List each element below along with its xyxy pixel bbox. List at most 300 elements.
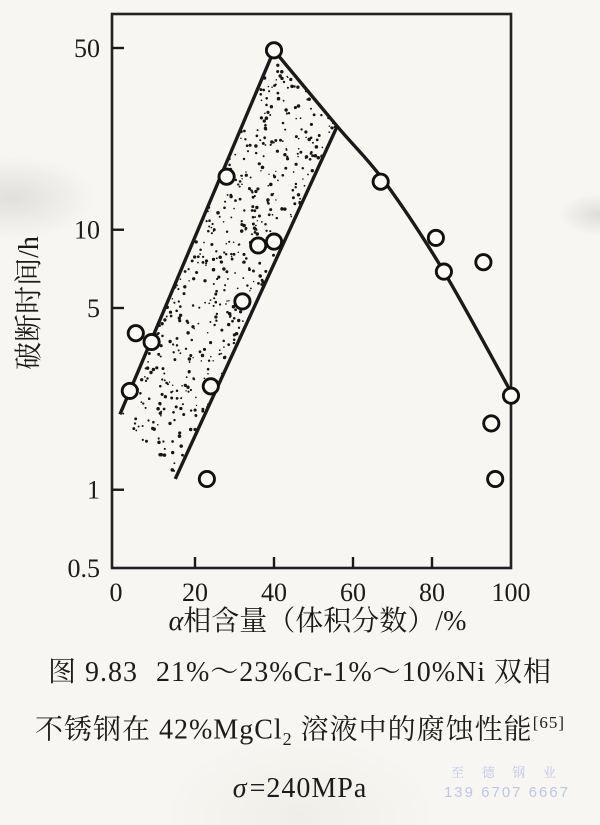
stipple-dot xyxy=(218,353,220,355)
stipple-dot xyxy=(216,257,218,259)
stipple-dot xyxy=(180,352,182,354)
stipple-dot xyxy=(223,221,225,223)
stipple-dot xyxy=(268,213,271,216)
stipple-dot xyxy=(240,229,243,232)
stipple-dot xyxy=(158,402,161,405)
stipple-dot xyxy=(307,174,309,176)
stipple-dot xyxy=(132,427,135,430)
stipple-dot xyxy=(292,189,295,192)
stipple-dot xyxy=(157,353,160,356)
stipple-dot xyxy=(310,123,313,126)
stipple-dot xyxy=(162,440,164,442)
stipple-dot xyxy=(157,441,160,444)
stipple-dot xyxy=(164,448,166,450)
stipple-dot xyxy=(305,137,307,139)
stipple-dot xyxy=(182,413,185,416)
stipple-dot xyxy=(162,367,165,370)
stipple-dot xyxy=(307,97,310,100)
stipple-dot xyxy=(207,230,210,233)
stipple-dot xyxy=(287,87,289,89)
stipple-dot xyxy=(302,178,304,180)
stipple-dot xyxy=(219,349,221,351)
stipple-dot xyxy=(252,216,255,219)
stipple-dot xyxy=(223,289,225,291)
stipple-dot xyxy=(192,326,194,328)
stipple-dot xyxy=(277,97,281,101)
stipple-dot xyxy=(210,243,213,246)
caption-line3: σ=240MPa xyxy=(232,772,368,804)
stipple-dot xyxy=(240,138,241,139)
stipple-dot xyxy=(179,314,182,317)
stipple-dot xyxy=(276,217,278,219)
stipple-dot xyxy=(275,171,276,172)
stipple-dot xyxy=(258,162,261,165)
stipple-dot xyxy=(223,251,225,253)
stipple-dot xyxy=(240,175,242,177)
stipple-dot xyxy=(144,376,146,378)
stipple-dot xyxy=(176,397,179,400)
stipple-dot xyxy=(299,198,301,200)
stipple-dot xyxy=(266,198,269,201)
stipple-dot xyxy=(314,154,318,158)
stipple-dot xyxy=(166,316,168,318)
x-tick-label: 100 xyxy=(491,578,531,607)
y-axis-label: 破断时间/h xyxy=(14,236,45,370)
stipple-dot xyxy=(226,243,228,245)
stipple-dot xyxy=(230,216,232,218)
stipple-dot xyxy=(227,278,229,280)
stipple-dot xyxy=(276,79,278,81)
stipple-dot xyxy=(310,108,312,110)
stipple-dot xyxy=(189,428,192,431)
stipple-dot xyxy=(315,145,319,149)
stipple-dot xyxy=(207,332,209,334)
stipple-dot xyxy=(255,225,257,227)
tick-marks xyxy=(112,48,432,568)
stipple-dot xyxy=(289,78,292,81)
stipple-dot xyxy=(163,318,166,321)
stipple-dot xyxy=(234,199,237,202)
stipple-dot xyxy=(231,256,233,258)
data-point xyxy=(266,234,281,249)
stipple-dot xyxy=(275,83,277,85)
stipple-dot xyxy=(179,444,182,447)
stipple-dot xyxy=(173,358,176,361)
stipple-dot xyxy=(134,422,136,424)
stipple-dot xyxy=(229,316,231,318)
stipple-dot xyxy=(178,431,181,434)
stipple-dot xyxy=(210,356,212,358)
stipple-dot xyxy=(175,309,178,312)
stipple-dot xyxy=(148,352,151,355)
stipple-dot xyxy=(170,315,173,318)
stipple-dot xyxy=(202,256,204,258)
y-tick-label: 0.5 xyxy=(67,554,100,583)
stipple-dot xyxy=(285,149,287,151)
stipple-dot xyxy=(253,226,256,229)
stipple-dot xyxy=(265,116,269,120)
data-point xyxy=(251,238,266,253)
stipple-dot xyxy=(254,216,256,218)
stipple-dot xyxy=(122,413,124,415)
stipple-dot xyxy=(173,419,175,421)
stipple-dot xyxy=(181,454,184,457)
stipple-dot xyxy=(195,397,197,399)
stipple-dot xyxy=(161,335,164,338)
y-tick-label: 10 xyxy=(74,215,100,245)
stipple-dot xyxy=(274,139,277,142)
stipple-dot xyxy=(239,186,241,188)
stipple-dot xyxy=(160,411,162,413)
stipple-dot xyxy=(210,299,212,301)
data-point xyxy=(203,379,218,394)
stipple-dot xyxy=(163,453,167,457)
stipple-dot xyxy=(330,126,333,129)
stipple-dot xyxy=(283,100,285,102)
stipple-dot xyxy=(313,113,316,116)
stipple-dot xyxy=(297,193,300,196)
stipple-dot xyxy=(214,301,217,304)
stipple-dot xyxy=(187,391,189,393)
caption-title: 21%～23%Cr-1%～10%Ni 双相 xyxy=(155,657,553,688)
stipple-dot xyxy=(310,152,312,154)
stipple-dot xyxy=(165,382,168,385)
stipple-dot xyxy=(228,164,231,167)
stipple-dot xyxy=(237,319,240,322)
stipple-dot xyxy=(266,111,269,114)
stipple-dot xyxy=(224,284,226,286)
stipple-dot xyxy=(242,260,245,263)
stipple-dot xyxy=(286,76,288,78)
stipple-dot xyxy=(196,405,197,406)
stipple-dot xyxy=(259,139,261,141)
stipple-dot xyxy=(168,422,171,425)
stipple-dot xyxy=(256,135,259,138)
stipple-dot xyxy=(201,408,204,411)
stipple-dot xyxy=(216,211,220,215)
y-tick-label: 5 xyxy=(87,294,100,323)
stipple-dot xyxy=(256,229,257,230)
stipple-dot xyxy=(160,355,162,357)
stipple-dot xyxy=(173,302,175,304)
stipple-dot xyxy=(197,255,200,258)
stipple-dot xyxy=(270,193,273,196)
x-tick-label: 80 xyxy=(419,578,445,607)
stipple-dot xyxy=(184,384,187,387)
stipple-dot xyxy=(233,242,235,244)
stipple-dot xyxy=(270,144,272,146)
band-lower-line xyxy=(175,126,337,479)
stipple-dot xyxy=(212,360,214,362)
stipple-dot xyxy=(157,424,159,426)
stipple-dot xyxy=(299,151,302,154)
y-tick-label: 50 xyxy=(74,34,100,63)
stipple-dot xyxy=(264,112,266,114)
stipple-dot xyxy=(270,105,273,108)
stipple-dot xyxy=(181,385,183,387)
stipple-dot xyxy=(250,287,252,289)
stipple-dot xyxy=(292,196,295,199)
stipple-dot xyxy=(280,207,284,211)
stipple-dot xyxy=(216,313,218,315)
stipple-dot xyxy=(170,391,172,393)
stipple-dot xyxy=(172,384,174,386)
stipple-dot xyxy=(227,343,230,346)
stipple-dot xyxy=(254,231,257,234)
stipple-dot xyxy=(264,270,267,273)
failure-curve xyxy=(274,50,513,395)
stipple-dot xyxy=(259,93,262,96)
stipple-dot xyxy=(234,154,236,156)
stipple-dot xyxy=(234,272,236,274)
stipple-dot xyxy=(252,270,255,273)
stipple-dot xyxy=(242,320,244,322)
stipple-dot xyxy=(204,378,206,380)
stipple-dot xyxy=(219,216,221,218)
stipple-dot xyxy=(329,125,331,127)
stipple-dot xyxy=(286,156,288,158)
stipple-dot xyxy=(268,174,269,175)
stipple-dot xyxy=(264,127,267,130)
stipple-dot xyxy=(243,209,245,211)
data-point xyxy=(128,326,143,341)
stipple-dot xyxy=(243,130,246,133)
stipple-dot xyxy=(201,354,204,357)
stipple-dot xyxy=(295,118,297,120)
stipple-dot xyxy=(140,378,143,381)
stipple-dot xyxy=(226,300,228,302)
stipple-dot xyxy=(233,208,235,210)
stipple-dot xyxy=(178,434,182,438)
stipple-dot xyxy=(168,340,171,343)
stipple-dot xyxy=(237,183,239,185)
stipple-dot xyxy=(192,304,195,307)
stipple-dot xyxy=(214,315,217,318)
stipple-dot xyxy=(188,357,191,360)
stipple-dot xyxy=(250,189,252,191)
stipple-dot xyxy=(148,397,151,400)
stipple-dot xyxy=(183,285,186,288)
stipple-dot xyxy=(142,403,144,405)
stipple-dot xyxy=(281,174,284,177)
stipple-dot xyxy=(239,198,242,201)
stipple-dot xyxy=(240,223,243,226)
stipple-dot xyxy=(263,136,266,139)
stipple-dot xyxy=(263,155,265,157)
stipple-dot xyxy=(328,131,330,133)
stipple-dot xyxy=(209,321,211,323)
data-point xyxy=(428,230,443,245)
stipple-dot xyxy=(171,440,174,443)
stipple-dot xyxy=(179,305,182,308)
stipple-dot xyxy=(254,144,257,147)
stipple-dot xyxy=(160,415,162,417)
stipple-dot xyxy=(135,429,137,431)
stipple-dot xyxy=(294,106,297,109)
stipple-dot xyxy=(288,112,290,114)
stipple-dot xyxy=(253,281,255,283)
data-point xyxy=(266,43,281,58)
stipple-dot xyxy=(279,74,282,77)
stipple-dot xyxy=(228,312,232,316)
stipple-dot xyxy=(186,376,188,378)
stipple-dot xyxy=(245,171,247,173)
data-point xyxy=(503,388,518,403)
stipple-dot xyxy=(302,167,304,169)
stipple-dot xyxy=(203,242,205,244)
stipple-dot xyxy=(194,414,197,417)
stipple-dot xyxy=(249,144,252,147)
stipple-dot xyxy=(241,178,242,179)
stipple-dot xyxy=(262,142,265,145)
stipple-dot xyxy=(242,277,244,279)
stipple-dot xyxy=(233,338,236,341)
stipple-dot xyxy=(222,267,225,270)
stipple-dot xyxy=(198,323,200,325)
stipple-dot xyxy=(175,405,178,408)
stipple-dot xyxy=(283,81,285,83)
stipple-dot xyxy=(233,317,236,320)
stipple-dot xyxy=(269,183,273,187)
stipple-dot xyxy=(269,114,271,116)
reference-65: [65] xyxy=(532,713,566,732)
data-point xyxy=(122,383,137,398)
stipple-dot xyxy=(238,327,240,329)
stipple-dot xyxy=(208,225,210,227)
stipple-dot xyxy=(188,372,190,374)
stipple-dot xyxy=(177,288,179,290)
stipple-dot xyxy=(212,223,214,225)
stipple-dot xyxy=(202,261,205,264)
stipple-dot xyxy=(211,232,213,234)
stipple-dot xyxy=(187,321,190,324)
stipple-dot xyxy=(161,378,163,380)
stipple-dot xyxy=(239,310,242,313)
stipple-dot xyxy=(188,268,190,270)
stipple-dot xyxy=(145,440,148,443)
stipple-dot xyxy=(257,129,259,131)
stipple-dot xyxy=(216,278,218,280)
stipple-dot xyxy=(294,163,297,166)
stipple-dot xyxy=(234,308,237,311)
stipple-dot xyxy=(295,186,297,188)
stipple-dot xyxy=(176,344,178,346)
stipple-dot xyxy=(293,171,295,173)
stipple-dot xyxy=(171,451,174,454)
stipple-dot xyxy=(318,134,321,137)
stipple-dot xyxy=(244,228,246,230)
stipple-dot xyxy=(251,205,254,208)
stipple-dot xyxy=(297,156,298,157)
stipple-dot xyxy=(258,214,261,217)
stipple-dot xyxy=(233,342,235,344)
stipple-dot xyxy=(139,392,142,395)
stipple-dot xyxy=(190,409,192,411)
band-upper-line xyxy=(120,50,274,414)
stipple-dot xyxy=(264,124,267,127)
stipple-dot xyxy=(206,220,208,222)
stipple-dot xyxy=(160,322,163,325)
stipple-dot xyxy=(282,140,284,142)
stipple-dot xyxy=(297,153,299,155)
stipple-dot xyxy=(304,185,306,187)
stipple-dot xyxy=(208,302,210,304)
stipple-dot xyxy=(227,323,230,326)
stipple-dot xyxy=(191,339,194,342)
stipple-dot xyxy=(203,348,206,351)
stipple-dot xyxy=(271,86,273,88)
stipple-dot xyxy=(231,320,234,323)
stipple-dot xyxy=(142,425,144,427)
stipple-dot xyxy=(159,385,162,388)
stipple-dot xyxy=(284,167,287,170)
stipple-dot xyxy=(178,319,181,322)
stipple-dot xyxy=(145,380,147,382)
stipple-dot xyxy=(300,117,302,119)
stipple-dot xyxy=(284,129,286,131)
x-tick-label: 0 xyxy=(109,578,123,607)
stipple-dot xyxy=(140,401,142,403)
stipple-dot xyxy=(260,170,262,172)
stipple-dot xyxy=(269,208,272,211)
stipple-dot xyxy=(223,346,225,348)
stipple-dot xyxy=(244,138,246,140)
stipple-dot xyxy=(239,180,242,183)
stipple-dot xyxy=(228,241,230,243)
stipple-dot xyxy=(213,297,215,299)
stipple-dot xyxy=(248,187,251,190)
stipple-dot xyxy=(205,259,208,262)
stipple-dot xyxy=(224,201,226,203)
stipple-dot xyxy=(207,373,209,375)
stipple-dot xyxy=(246,144,249,147)
stipple-dot xyxy=(173,462,175,464)
stipple-dot xyxy=(161,393,164,396)
stipple-dot xyxy=(199,350,202,353)
stipple-dot xyxy=(279,139,282,142)
stipple-dot xyxy=(252,196,255,199)
data-point xyxy=(144,334,159,349)
stipple-dot xyxy=(273,175,276,178)
stipple-dot xyxy=(233,333,236,336)
stipple-dot xyxy=(269,230,271,232)
stipple-dot xyxy=(275,199,276,200)
stipple-dot xyxy=(260,116,263,119)
stipple-dot xyxy=(220,260,223,263)
stipple-dot xyxy=(199,249,202,252)
stipple-dot xyxy=(142,439,144,441)
stipple-dot xyxy=(264,223,267,226)
stipple-dot xyxy=(205,265,206,266)
stipple-dot xyxy=(215,250,217,252)
stipple-dot xyxy=(241,183,243,185)
stipple-dot xyxy=(213,230,215,232)
stipple-dot xyxy=(312,142,314,144)
stipple-dot xyxy=(180,278,182,280)
stipple-dot xyxy=(320,114,322,116)
data-point xyxy=(436,264,451,279)
stipple-dot xyxy=(158,453,161,456)
stipple-dot xyxy=(296,86,299,89)
stipple-dot xyxy=(170,397,173,400)
stipple-dot xyxy=(163,372,165,374)
stipple-dot xyxy=(213,324,215,326)
stipple-dot xyxy=(265,144,267,146)
stipple-dot xyxy=(192,277,195,280)
stipple-dot xyxy=(261,221,263,223)
x-tick-labels xyxy=(110,578,531,607)
stipple-dot xyxy=(241,220,243,222)
